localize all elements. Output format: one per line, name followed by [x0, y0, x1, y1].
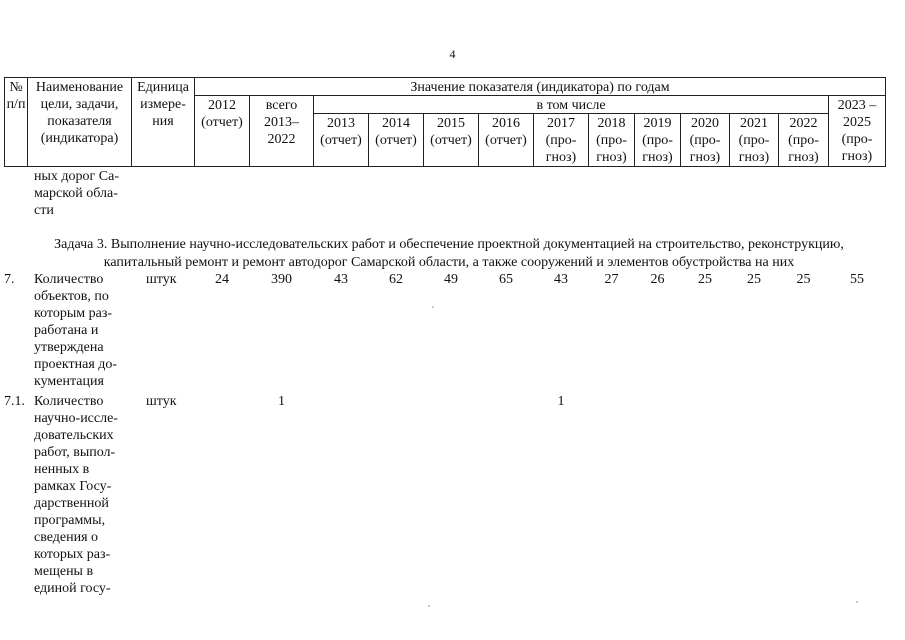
header-col-name-line: Наименование	[35, 80, 124, 95]
header-year-2017	[533, 113, 589, 167]
row-7-name	[34, 271, 134, 390]
header-year-2020	[680, 113, 730, 167]
header-year-2022	[778, 113, 829, 167]
header-year-2014	[368, 113, 424, 167]
continued-row-line: марской обла-	[34, 186, 118, 201]
header-col-total-line: 2013–	[264, 115, 299, 130]
row-7-1-name-line: ненных в	[34, 462, 90, 477]
row-7-1-name	[34, 393, 134, 597]
header-year-line: 2013	[327, 116, 355, 131]
row-7-number: 7.	[4, 272, 15, 287]
row-7-1-name-line: рамках Госу-	[34, 479, 112, 494]
header-year-line: (про-	[689, 133, 721, 148]
header-year-line: гноз)	[545, 150, 577, 165]
row-7-1-number: 7.1.	[4, 394, 25, 409]
row-7-1-name-line: программы,	[34, 513, 106, 528]
row-7-value-2016: 65	[499, 272, 513, 287]
row-7-1-name-line: единой госу-	[34, 581, 111, 596]
header-year-line: 2017	[547, 116, 575, 131]
header-year-line: гноз)	[738, 150, 770, 165]
header-year-line: (про-	[738, 133, 770, 148]
row-7-name-line: кументация	[34, 374, 104, 389]
header-group-title	[194, 77, 886, 96]
header-col-unit-line: ния	[152, 114, 174, 129]
row-7-name-line: работана и	[34, 323, 99, 338]
row-7-value-2014: 62	[389, 272, 403, 287]
continued-row-text	[34, 168, 134, 219]
task-heading-line: Задача 3. Выполнение научно-исследовательских работ и обеспечение проектной документацией на строительство, реконструкцию,	[54, 237, 844, 252]
row-7-1-value-2017: 1	[557, 394, 565, 409]
row-7-value-2015: 49	[444, 272, 458, 287]
header-col-number-line: п/п	[6, 97, 26, 112]
header-col-name-line: цели, задачи,	[40, 97, 119, 112]
header-col-name-line: показателя	[47, 114, 112, 129]
table-header	[4, 77, 886, 167]
row-7-value-2023-2025: 55	[850, 272, 864, 287]
row-7-1-name-line: научно-иссле-	[34, 411, 118, 426]
scan-speck	[428, 605, 430, 607]
header-col-total	[249, 95, 314, 167]
continued-row-line: сти	[34, 203, 54, 218]
header-year-2013	[313, 113, 369, 167]
row-7-value-total: 390	[271, 272, 292, 287]
row-7-value-2019: 26	[650, 272, 665, 287]
row-7-name-line: которым раз-	[34, 306, 113, 321]
header-col-2012	[194, 95, 250, 167]
header-col-name-line: (индикатора)	[40, 131, 119, 146]
header-col-2012-line: (отчет)	[201, 115, 243, 130]
row-7-name-line: Количество	[34, 272, 104, 287]
header-group-title-text: Значение показателя (индикатора) по годам	[410, 80, 670, 95]
header-year-2019	[634, 113, 681, 167]
header-year-line: (отчет)	[485, 133, 527, 148]
header-col-2023-line: 2023 –	[837, 98, 877, 113]
header-col-name	[27, 77, 132, 167]
row-7-name-line: утверждена	[34, 340, 104, 355]
row-7-value-2018: 27	[604, 272, 619, 287]
header-year-line: 2019	[643, 116, 672, 131]
row-7-name-line: проектная до-	[34, 357, 118, 372]
header-year-line: 2022	[789, 116, 818, 131]
header-year-line: (про-	[545, 133, 577, 148]
row-7-1-name-line: сведения о	[34, 530, 99, 545]
task-heading	[4, 236, 894, 272]
header-year-line: (про-	[642, 133, 673, 148]
row-7-1-name-line: работ, выпол-	[34, 445, 116, 460]
header-year-2016	[478, 113, 534, 167]
row-7-name-line: объектов, по	[34, 289, 109, 304]
continued-row-line: ных дорог Са-	[34, 169, 119, 184]
header-col-unit-line: Единица	[137, 80, 189, 95]
header-col-total-line: 2022	[267, 132, 296, 147]
header-year-line: (про-	[788, 133, 819, 148]
header-year-2021	[729, 113, 779, 167]
header-year-line: гноз)	[596, 150, 627, 165]
row-7-1-name-line: Количество	[34, 394, 104, 409]
row-7-1-name-line: дарственной	[34, 496, 109, 511]
row-7-value-2021: 25	[747, 272, 761, 287]
header-year-line: 2016	[492, 116, 520, 131]
header-year-line: 2020	[691, 116, 719, 131]
row-7-1-unit: штук	[146, 394, 177, 409]
header-year-2015	[423, 113, 479, 167]
task-heading-line: капитальный ремонт и ремонт автодорог Самарской области, а также сооружений и элементов обустройства на них	[103, 255, 795, 270]
scan-speck	[856, 601, 858, 603]
row-7-1-value-total: 1	[278, 394, 285, 409]
header-year-line: 2015	[437, 116, 465, 131]
header-year-2018	[588, 113, 635, 167]
header-year-line: гноз)	[788, 150, 819, 165]
header-col-number	[4, 77, 28, 167]
header-col-unit	[131, 77, 195, 167]
row-7-1-name-line: довательских	[34, 428, 114, 443]
header-year-line: 2021	[740, 116, 768, 131]
row-7-unit: штук	[146, 272, 177, 287]
header-year-line: (отчет)	[375, 133, 417, 148]
header-in-total-text: в том числе	[536, 98, 606, 113]
header-col-total-line: всего	[265, 98, 298, 113]
header-year-line: 2018	[597, 116, 626, 131]
row-7-value-2012: 24	[215, 272, 229, 287]
row-7-1-name-line: которых раз-	[34, 547, 111, 562]
header-col-2023-line: (про-	[841, 132, 873, 147]
header-in-total	[313, 95, 829, 114]
row-7-1-name-line: мещены в	[34, 564, 94, 579]
header-col-2023-line: 2025	[843, 115, 871, 130]
page-number: 4	[449, 47, 456, 61]
row-7-value-2022: 25	[796, 272, 811, 287]
header-col-2012-line: 2012	[208, 98, 236, 113]
header-year-line: (про-	[596, 133, 627, 148]
header-col-unit-line: измере-	[140, 97, 186, 112]
header-col-number-line: №	[9, 80, 23, 95]
header-year-line: гноз)	[642, 150, 673, 165]
header-year-line: гноз)	[689, 150, 721, 165]
row-7-value-2020: 25	[698, 272, 712, 287]
scan-speck	[432, 306, 434, 308]
header-year-line: (отчет)	[430, 133, 472, 148]
header-col-2023-line: гноз)	[841, 149, 873, 164]
header-year-line: 2014	[382, 116, 410, 131]
row-7-value-2017: 43	[554, 272, 568, 287]
header-col-2023	[828, 95, 886, 167]
header-year-line: (отчет)	[320, 133, 362, 148]
row-7-value-2013: 43	[334, 272, 348, 287]
